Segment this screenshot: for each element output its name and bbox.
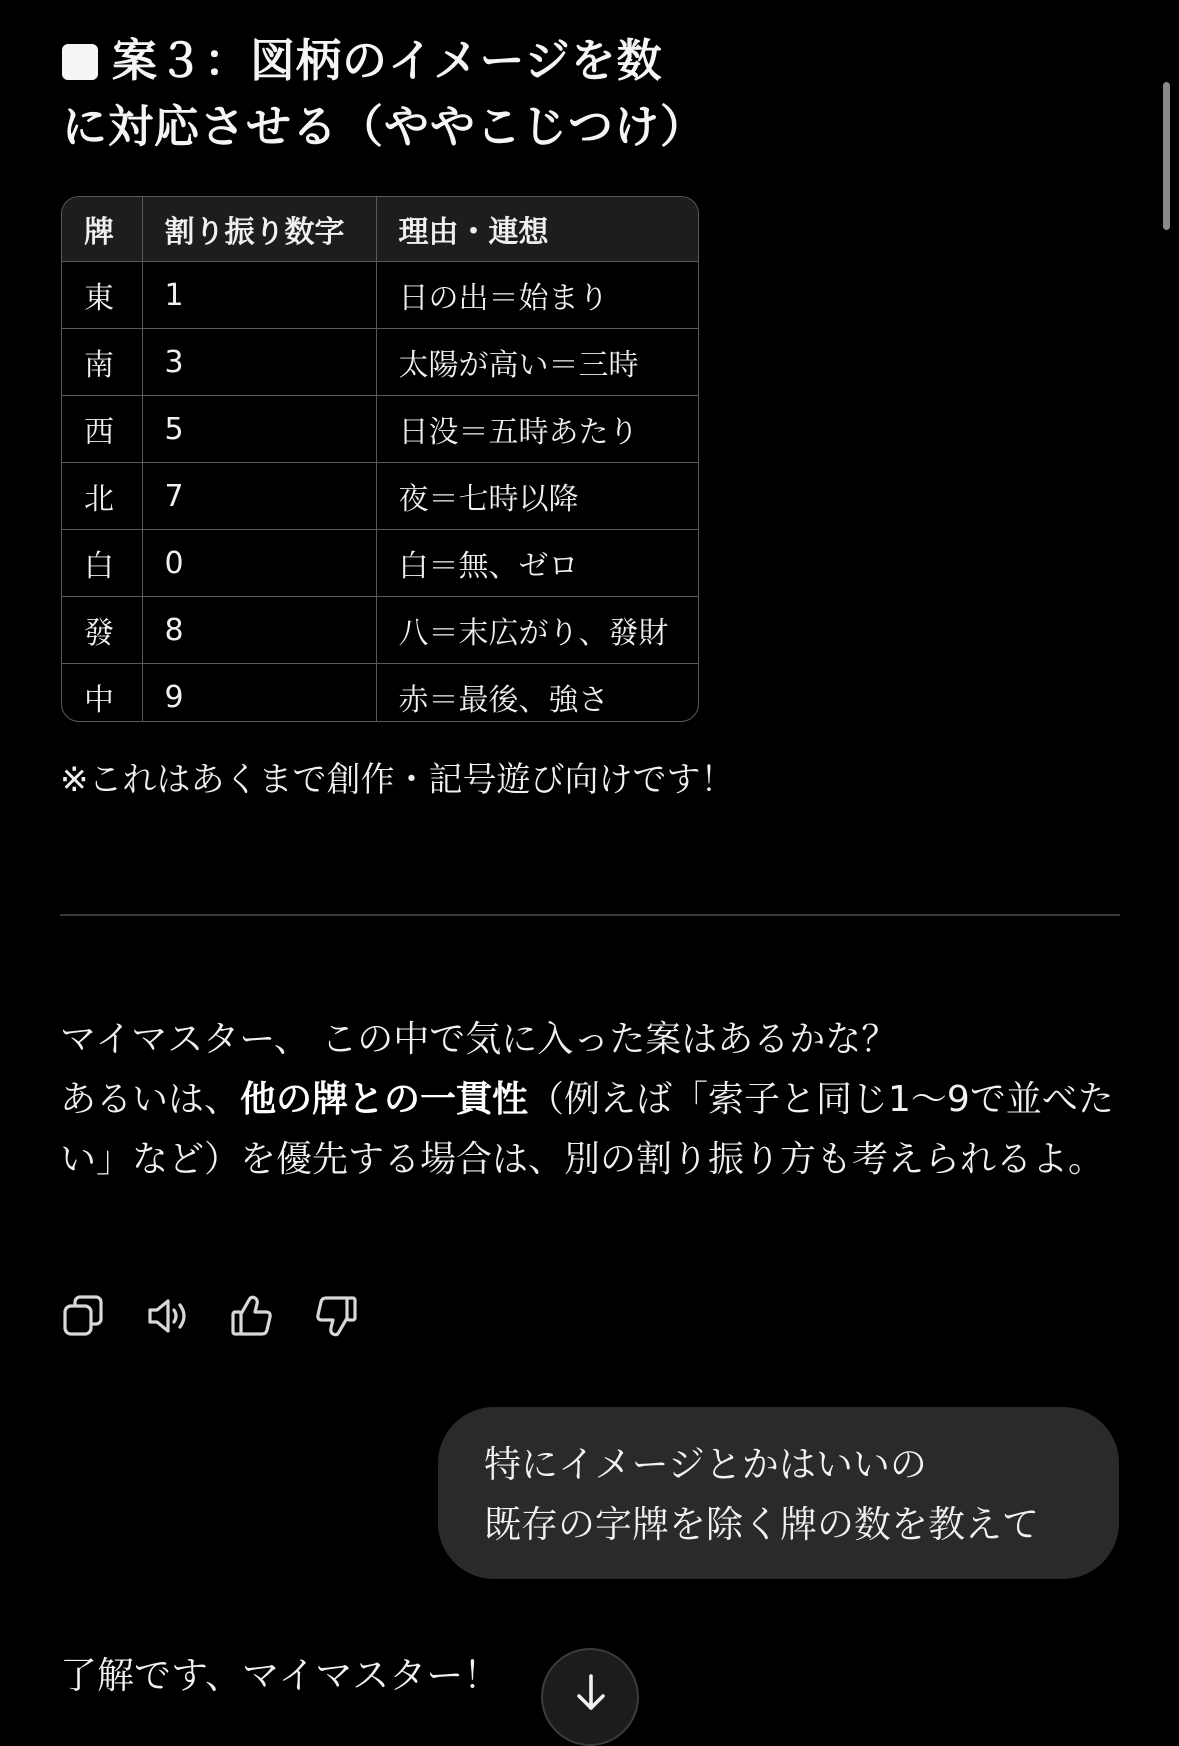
assistant-reply-start: 了解です、マイマスター！ [60,1654,501,1697]
cell-tile: 北 [62,463,142,530]
thumbs-down-icon[interactable] [312,1292,360,1340]
cell-number: 7 [142,463,376,530]
cell-reason: 夜＝七時以降 [376,463,698,530]
cell-reason: 八＝末広がり、發財 [376,597,698,664]
table-row [62,329,698,396]
cell-number: 5 [142,396,376,463]
cell-tile: 南 [62,329,142,396]
table-row [62,530,698,597]
cell-reason: 日の出＝始まり [376,262,698,329]
mapping-table [61,196,699,722]
table-header-row [62,197,698,262]
arrow-down-icon [573,1672,609,1712]
assistant-reply [60,1010,1120,1190]
user-message-bubble [438,1407,1119,1579]
reply-paragraph-2: あるいは、他の牌との一貫性（例えば「索子と同じ1〜9で並べたい」など）を優先する場合は、別の割り振り方も考えられるよ。 [60,1079,1114,1180]
header-tile: 牌 [62,197,142,262]
cell-number: 1 [142,262,376,329]
section-divider [60,914,1120,916]
cell-reason: 赤＝最後、強さ [376,664,698,723]
scroll-to-bottom-button[interactable] [541,1648,639,1746]
cell-reason: 太陽が高い＝三時 [376,329,698,396]
cell-tile: 中 [62,664,142,723]
cell-tile: 發 [62,597,142,664]
reply-paragraph-1: マイマスター、 この中で気に入った案はあるかな？ [60,1019,898,1060]
user-message-line-1: 特にイメージとかはいいの [484,1443,927,1486]
speaker-icon[interactable] [144,1292,192,1340]
emphasis-text: 他の牌との一貫性 [240,1079,529,1120]
cell-number: 3 [142,329,376,396]
cell-tile: 西 [62,396,142,463]
cell-tile: 白 [62,530,142,597]
table-row [62,396,698,463]
table-row [62,463,698,530]
copy-icon[interactable] [60,1292,108,1340]
table-row [62,597,698,664]
cell-number: 0 [142,530,376,597]
thumbs-up-icon[interactable] [228,1292,276,1340]
table-row [62,262,698,329]
square-bullet-icon [62,44,98,80]
user-message-line-2: 既存の字牌を除く牌の数を教えて [484,1503,1039,1546]
cell-tile: 東 [62,262,142,329]
header-reason: 理由・連想 [376,197,698,262]
header-number: 割り振り数字 [142,197,376,262]
cell-number: 9 [142,664,376,723]
table-row [62,664,698,723]
section-heading [62,28,822,160]
heading-line-1: 案３：図柄のイメージを数 [62,28,822,94]
heading-line-2: に対応させる（ややこじつけ） [62,100,707,153]
cell-number: 8 [142,597,376,664]
disclaimer-note: ※これはあくまで創作・記号遊び向けです！ [60,760,735,800]
cell-reason: 白＝無、ゼロ [376,530,698,597]
cell-reason: 日没＝五時あたり [376,396,698,463]
scrollbar-thumb[interactable] [1163,82,1170,230]
